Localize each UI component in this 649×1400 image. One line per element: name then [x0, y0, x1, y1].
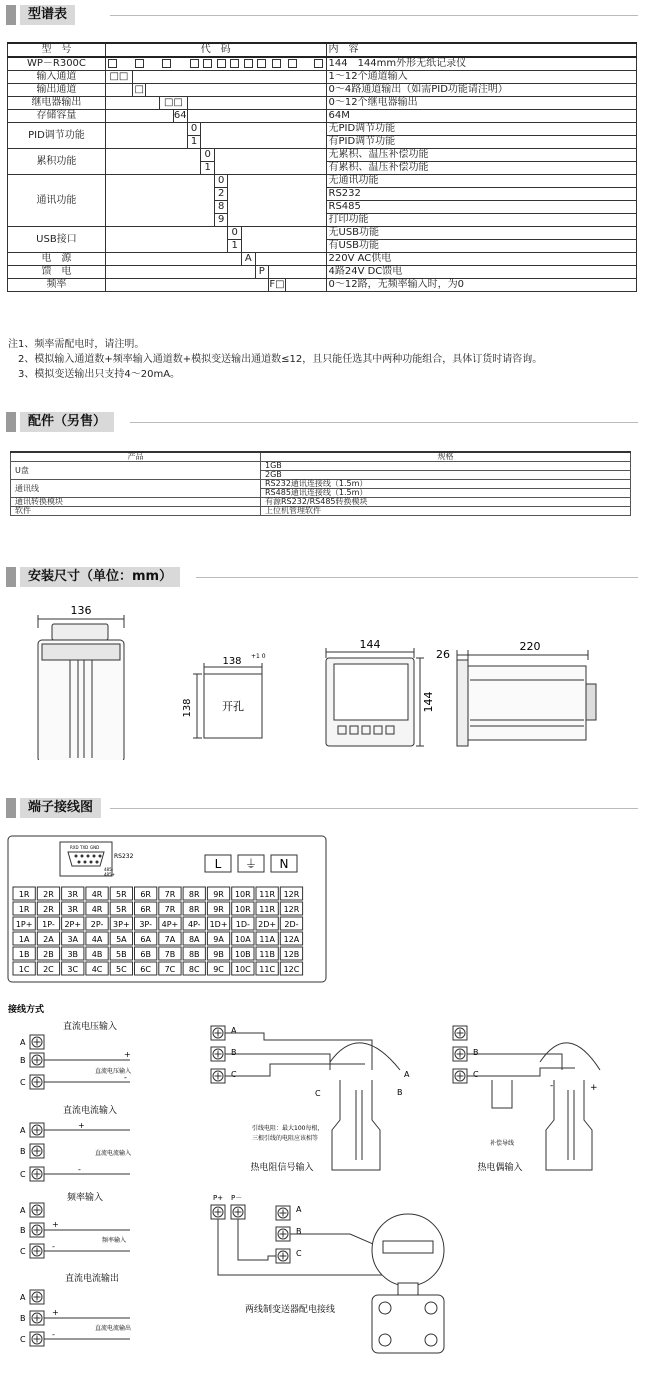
label-c: C	[231, 1070, 237, 1079]
side-view	[38, 615, 124, 760]
terminal-label: 5A	[116, 935, 127, 944]
code-box	[255, 57, 269, 71]
code-box	[269, 57, 286, 71]
row-content: 无通讯功能	[326, 175, 637, 188]
terminal-label: 3R	[67, 890, 79, 899]
label-c: C	[20, 1078, 26, 1087]
empty-cell	[241, 227, 326, 253]
terminal-label: 6C	[140, 965, 151, 974]
terminal-label: 4P-	[187, 920, 201, 929]
note-3: 3、模拟变送输出只支持4～20mA。	[8, 369, 181, 380]
code-box-icon	[314, 59, 323, 68]
label-c: C	[20, 1247, 26, 1256]
empty-cell	[228, 175, 326, 227]
depth-body-label: 220	[519, 640, 541, 653]
wiring-frequency-in	[20, 1191, 130, 1258]
label-a: A	[20, 1206, 26, 1215]
terminal-label: 1B	[18, 950, 30, 959]
tc-title: 热电偶输入	[477, 1163, 523, 1173]
terminal-label: 10C	[234, 965, 251, 974]
label-a: A	[20, 1038, 26, 1047]
empty-cell	[105, 253, 241, 266]
code-value: P	[255, 266, 269, 279]
code-value: 0	[187, 123, 201, 136]
label-c: C	[296, 1249, 302, 1258]
power-n: N	[279, 857, 289, 871]
dc-current-in-title: 直流电流输入	[62, 1106, 118, 1116]
cutout-width-label: 138	[222, 656, 242, 667]
row-content: 1～12个通道输入	[326, 71, 637, 84]
section-title: 端子接线图	[20, 798, 101, 818]
empty-cell	[105, 97, 159, 110]
minus-sign: -	[78, 1165, 81, 1174]
code-value: 0	[228, 227, 242, 240]
label-a: A	[296, 1205, 302, 1214]
code-value: 64	[173, 110, 187, 121]
acc-spec: RS232通讯连接线（1.5m）	[261, 480, 631, 489]
terminal-label: 5R	[116, 890, 127, 899]
plus-sign: +	[52, 1220, 59, 1229]
code-box	[228, 57, 242, 71]
terminal-label: 1C	[18, 965, 30, 974]
terminal-label: 9B	[213, 950, 224, 959]
code-value: 1	[228, 240, 242, 253]
terminal-label: 4R	[91, 905, 103, 914]
divider	[196, 577, 638, 578]
row-content: 0～12路，无频率输入时，为0	[326, 279, 637, 292]
label-c: C	[473, 1070, 479, 1079]
terminal-label: 2B	[43, 950, 54, 959]
side-width-label: 136	[70, 604, 92, 617]
plus-sign: +	[590, 1083, 598, 1093]
empty-cell	[105, 266, 255, 279]
terminal-label: 4A	[91, 935, 103, 944]
wiring-dc-voltage-in	[20, 1020, 131, 1089]
front-width-label: 144	[359, 638, 381, 651]
empty-cell	[255, 253, 326, 266]
terminal-label: 2A	[43, 935, 54, 944]
section-header-model	[6, 5, 75, 25]
wiring-dc-current-out	[20, 1272, 131, 1346]
row-content: RS232	[326, 188, 637, 201]
front-view	[326, 648, 424, 746]
code-box-icon	[244, 59, 253, 68]
terminal-b: B	[397, 1088, 403, 1097]
row-content: 无PID调节功能	[326, 123, 637, 136]
section-header-dimensions	[6, 567, 180, 587]
code-box	[312, 57, 326, 71]
terminal-a: A	[404, 1070, 410, 1079]
rtd-note-2: 三根引线的电阻应该相等	[252, 1135, 319, 1142]
empty-cell	[146, 84, 326, 97]
code-box-icon	[135, 59, 144, 68]
row-name: 输出通道	[8, 84, 106, 97]
terminal-label: 10R	[234, 905, 251, 914]
code-box	[160, 57, 174, 71]
terminal-label: 9C	[213, 965, 224, 974]
installation-dimensions-drawing	[0, 600, 649, 760]
terminal-label: 8R	[188, 905, 200, 914]
row-content: 0～12个继电器输出	[326, 97, 637, 110]
row-content: 无累积、温压补偿功能	[326, 149, 637, 162]
code-value: 8	[214, 201, 228, 214]
row-content: 4路24V DC馈电	[326, 266, 637, 279]
section-header-accessories	[6, 412, 114, 432]
terminal-label: 8B	[188, 950, 200, 959]
minus-sign: -	[124, 1073, 127, 1082]
terminal-label: 2R	[43, 905, 54, 914]
label-b: B	[473, 1048, 479, 1057]
dc-current-out-title: 直流电流输出	[64, 1274, 120, 1284]
empty-cell	[214, 149, 326, 175]
terminal-label: 6R	[140, 905, 151, 914]
section-title: 安装尺寸（单位：mm）	[20, 567, 180, 587]
terminal-label: 1D-	[235, 920, 250, 929]
terminal-label: 3B	[67, 950, 79, 959]
acc-spec: 有源RS232/RS485转换模块	[261, 498, 631, 507]
row-name: 电 源	[8, 253, 106, 266]
terminal-label: 6R	[140, 890, 151, 899]
terminal-label: 1P-	[42, 920, 55, 929]
terminal-label: 1R	[18, 905, 30, 914]
terminal-label: 8R	[188, 890, 200, 899]
code-box	[105, 57, 119, 71]
section-marker	[6, 412, 16, 432]
empty-cell	[105, 227, 228, 253]
label-c: C	[20, 1335, 26, 1344]
freq-in-title: 频率输入	[66, 1193, 104, 1203]
row-content: 有PID调节功能	[326, 136, 637, 149]
acc-product: 通讯转换模块	[11, 498, 261, 507]
section-marker	[6, 5, 16, 25]
pin-label-485minus: 485-	[104, 867, 114, 872]
header-spec: 规格	[261, 452, 631, 462]
terminal-label: 9R	[213, 905, 224, 914]
terminal-label: 8A	[188, 935, 200, 944]
code-value: □□	[105, 71, 132, 84]
row-name: 输入通道	[8, 71, 106, 84]
row-content: 64M	[326, 110, 637, 123]
label-a: A	[20, 1293, 26, 1302]
rtd-title: 热电阻信号输入	[250, 1163, 314, 1173]
terminal-label: 10R	[234, 890, 251, 899]
section-header-terminals	[6, 798, 101, 818]
empty-cell	[105, 84, 132, 97]
terminal-label: 9R	[213, 890, 224, 899]
label-a: A	[231, 1026, 237, 1035]
label-p-plus: P+	[213, 1194, 224, 1202]
rs232-label: RS232	[114, 853, 134, 860]
wiring-diagrams	[0, 1000, 649, 1400]
header-product: 产品	[11, 452, 261, 462]
plus-sign: +	[78, 1121, 85, 1130]
label-b: B	[231, 1048, 237, 1057]
code-value: 1	[187, 136, 201, 149]
acc-product: 软件	[11, 507, 261, 516]
terminal-label: 10B	[235, 950, 251, 959]
row-content: RS485	[326, 201, 637, 214]
terminal-label: 2P-	[90, 920, 104, 929]
section-marker	[6, 567, 16, 587]
empty-cell	[187, 97, 326, 110]
code-box	[285, 57, 299, 71]
wiring-title: 接线方式	[8, 1005, 45, 1015]
tc-note: 补偿导线	[489, 1140, 515, 1147]
code-box	[201, 57, 215, 71]
terminal-label: 4P+	[161, 920, 179, 929]
terminal-label: 8C	[188, 965, 200, 974]
pin-label-485plus: 485+	[104, 872, 115, 877]
terminal-label: 2P+	[64, 920, 82, 929]
terminal-label: 5R	[116, 905, 127, 914]
code-value: 0	[214, 175, 228, 188]
empty-cell	[132, 71, 326, 84]
terminal-label: 10A	[235, 935, 251, 944]
row-content: 无USB功能	[326, 227, 637, 240]
divider	[110, 808, 638, 809]
minus-sign: -	[52, 1242, 55, 1251]
label-b: B	[296, 1227, 302, 1236]
empty-cell	[269, 266, 326, 279]
code-box	[187, 57, 201, 71]
label-b: B	[20, 1147, 26, 1156]
header-code: 代 码	[105, 43, 326, 57]
code-box	[119, 57, 133, 71]
code-value: A	[241, 253, 255, 266]
terminal-label: 3A	[67, 935, 79, 944]
terminal-diagram	[0, 830, 649, 990]
row-name: 累积功能	[8, 149, 106, 175]
code-box-icon	[108, 59, 117, 68]
label-b: B	[20, 1056, 26, 1065]
terminal-label: 12C	[283, 965, 300, 974]
code-value: F□	[269, 279, 285, 290]
minus-sign: -	[52, 1330, 55, 1339]
code-box	[146, 57, 160, 71]
empty-cell	[105, 175, 214, 227]
plus-sign: +	[124, 1050, 131, 1059]
terminal-label: 5C	[116, 965, 127, 974]
rtd-note-1: 引线电阻：最大100每根，	[252, 1125, 324, 1132]
terminal-label: 3C	[67, 965, 79, 974]
row-content: 有累积、温压补偿功能	[326, 162, 637, 175]
terminal-label: 7R	[164, 890, 176, 899]
code-box-icon	[203, 59, 212, 68]
terminal-label: 1A	[18, 935, 30, 944]
row-content: 有USB功能	[326, 240, 637, 253]
terminal-label: 11A	[259, 935, 275, 944]
label-b: B	[20, 1314, 26, 1323]
code-box	[214, 57, 228, 71]
wiring-transmitter	[211, 1194, 444, 1353]
code-value: 2	[214, 188, 228, 201]
code-box-icon	[272, 59, 281, 68]
depth-front-label: 26	[436, 648, 450, 661]
freq-sig: 频率输入	[102, 1237, 127, 1244]
wiring-thermocouple	[453, 1026, 600, 1173]
terminal-label: 11C	[259, 965, 276, 974]
wiring-dc-current-in	[20, 1104, 131, 1181]
plus-sign: +	[52, 1308, 59, 1317]
acc-spec: RS485通讯连接线（1.5m）	[261, 489, 631, 498]
pin-label-rxd: RXD	[70, 845, 79, 850]
note-1: 注1、频率需配电时，请注明。	[8, 339, 145, 350]
terminal-label: 2D-	[284, 920, 299, 929]
terminal-label: 4C	[91, 965, 103, 974]
terminal-label: 6B	[140, 950, 151, 959]
terminal-label: 11B	[259, 950, 275, 959]
terminal-label: 7C	[164, 965, 176, 974]
code-box	[241, 57, 255, 71]
row-name: 继电器输出	[8, 97, 106, 110]
terminal-label: 2C	[43, 965, 54, 974]
transmitter-title: 两线制变送器配电接线	[244, 1305, 336, 1315]
empty-cell	[187, 110, 326, 123]
label-a: A	[20, 1126, 26, 1135]
section-marker	[6, 798, 16, 818]
code-value: 9	[214, 214, 228, 227]
cutout-height-label: 138	[182, 698, 193, 718]
row-name: PID调节功能	[8, 123, 106, 149]
terminal-label: 5B	[116, 950, 127, 959]
row-content: 0～4路通道输出（如需PID功能请注明）	[326, 84, 637, 97]
section-title: 型谱表	[20, 5, 75, 25]
code-box-icon	[257, 59, 266, 68]
code-value: □	[132, 84, 146, 97]
terminal-label: 7R	[164, 905, 176, 914]
code-value: □□	[160, 97, 188, 110]
divider	[110, 15, 638, 16]
power-l: L	[214, 857, 222, 871]
code-box	[132, 57, 146, 71]
row-content: 打印功能	[326, 214, 637, 227]
dc-voltage-sig: 直流电压输入	[95, 1068, 132, 1075]
acc-spec: 2GB	[261, 471, 631, 480]
terminal-label: 7B	[164, 950, 176, 959]
row-name: 馈 电	[8, 266, 106, 279]
code-box-icon	[288, 59, 297, 68]
terminal-label: 1D+	[209, 920, 228, 929]
label-b: B	[20, 1226, 26, 1235]
acc-product: U盘	[11, 462, 261, 480]
label-p-minus: P－	[231, 1194, 243, 1202]
terminal-label: 11R	[259, 890, 276, 899]
terminal-label: 3R	[67, 905, 79, 914]
power-ground: ⏚	[244, 857, 258, 871]
empty-cell	[105, 279, 268, 292]
note-2: 2、模拟输入通道数+频率输入通道数+模拟变送输出通道数≤12，且只能任选其中两种功能组合，具体订货时请咨询。	[8, 354, 543, 365]
terminal-label: 1R	[18, 890, 30, 899]
code-box	[173, 57, 187, 71]
row-name: 频率	[8, 279, 106, 292]
acc-spec: 上位机管理软件	[261, 507, 631, 516]
row-name: USB接口	[8, 227, 106, 253]
terminal-label: 3P-	[139, 920, 152, 929]
code-box-icon	[162, 59, 171, 68]
code-value: 1	[201, 162, 215, 175]
terminal-label: 4R	[91, 890, 103, 899]
terminal-label: 12A	[283, 935, 300, 944]
pin-label-gnd: GND	[90, 845, 100, 850]
wiring-rtd	[211, 1026, 410, 1173]
label-c: C	[20, 1170, 26, 1179]
row-content: 220V AC供电	[326, 253, 637, 266]
terminal-label: 2R	[43, 890, 54, 899]
code-value: 0	[201, 149, 215, 162]
terminal-label: 12B	[283, 950, 300, 959]
terminal-label: 9A	[213, 935, 224, 944]
terminal-label: 12R	[283, 905, 300, 914]
code-box-icon	[230, 59, 239, 68]
terminal-c: C	[315, 1089, 321, 1098]
front-height-label: 144	[422, 691, 435, 713]
code-box-icon	[217, 59, 226, 68]
section-title: 配件（另售）	[20, 412, 114, 432]
terminal-label: 3P+	[113, 920, 130, 929]
acc-product: 通讯线	[11, 480, 261, 498]
empty-cell	[105, 149, 200, 175]
terminal-label: 4B	[91, 950, 103, 959]
header-model: 型 号	[8, 43, 106, 57]
terminal-label: 6A	[140, 935, 151, 944]
dc-voltage-in-title: 直流电压输入	[62, 1022, 118, 1032]
cutout-tolerance: +1 0	[251, 653, 266, 660]
row-name: 存储容量	[8, 110, 106, 123]
cutout-label: 开孔	[222, 700, 244, 713]
terminal-label: 2D+	[258, 920, 277, 929]
model-name: WP－R300C	[8, 57, 106, 71]
terminal-label: 12R	[283, 890, 300, 899]
empty-cell	[285, 279, 326, 292]
accessories-table	[10, 451, 631, 516]
acc-spec: 1GB	[261, 462, 631, 471]
code-box	[299, 57, 313, 71]
divider	[130, 422, 638, 423]
dc-current-sig: 直流电流输入	[95, 1150, 132, 1157]
code-box-icon	[190, 59, 199, 68]
depth-view	[457, 650, 596, 746]
empty-cell	[105, 110, 173, 123]
terminal-label: 11R	[259, 905, 276, 914]
pin-label-txd: TXD	[80, 845, 89, 850]
notes	[8, 337, 542, 382]
header-content: 内 容	[326, 43, 637, 57]
minus-sign: -	[550, 1081, 554, 1091]
terminal-label: 1P+	[15, 920, 33, 929]
empty-cell	[105, 123, 187, 149]
model-code-table	[7, 42, 637, 292]
dc-current-out-sig: 直流电流输出	[95, 1325, 132, 1332]
terminal-label: 7A	[164, 935, 176, 944]
empty-cell	[201, 123, 326, 149]
row-name: 通讯功能	[8, 175, 106, 227]
model-content: 144 144mm外形无纸记录仪	[326, 57, 637, 71]
